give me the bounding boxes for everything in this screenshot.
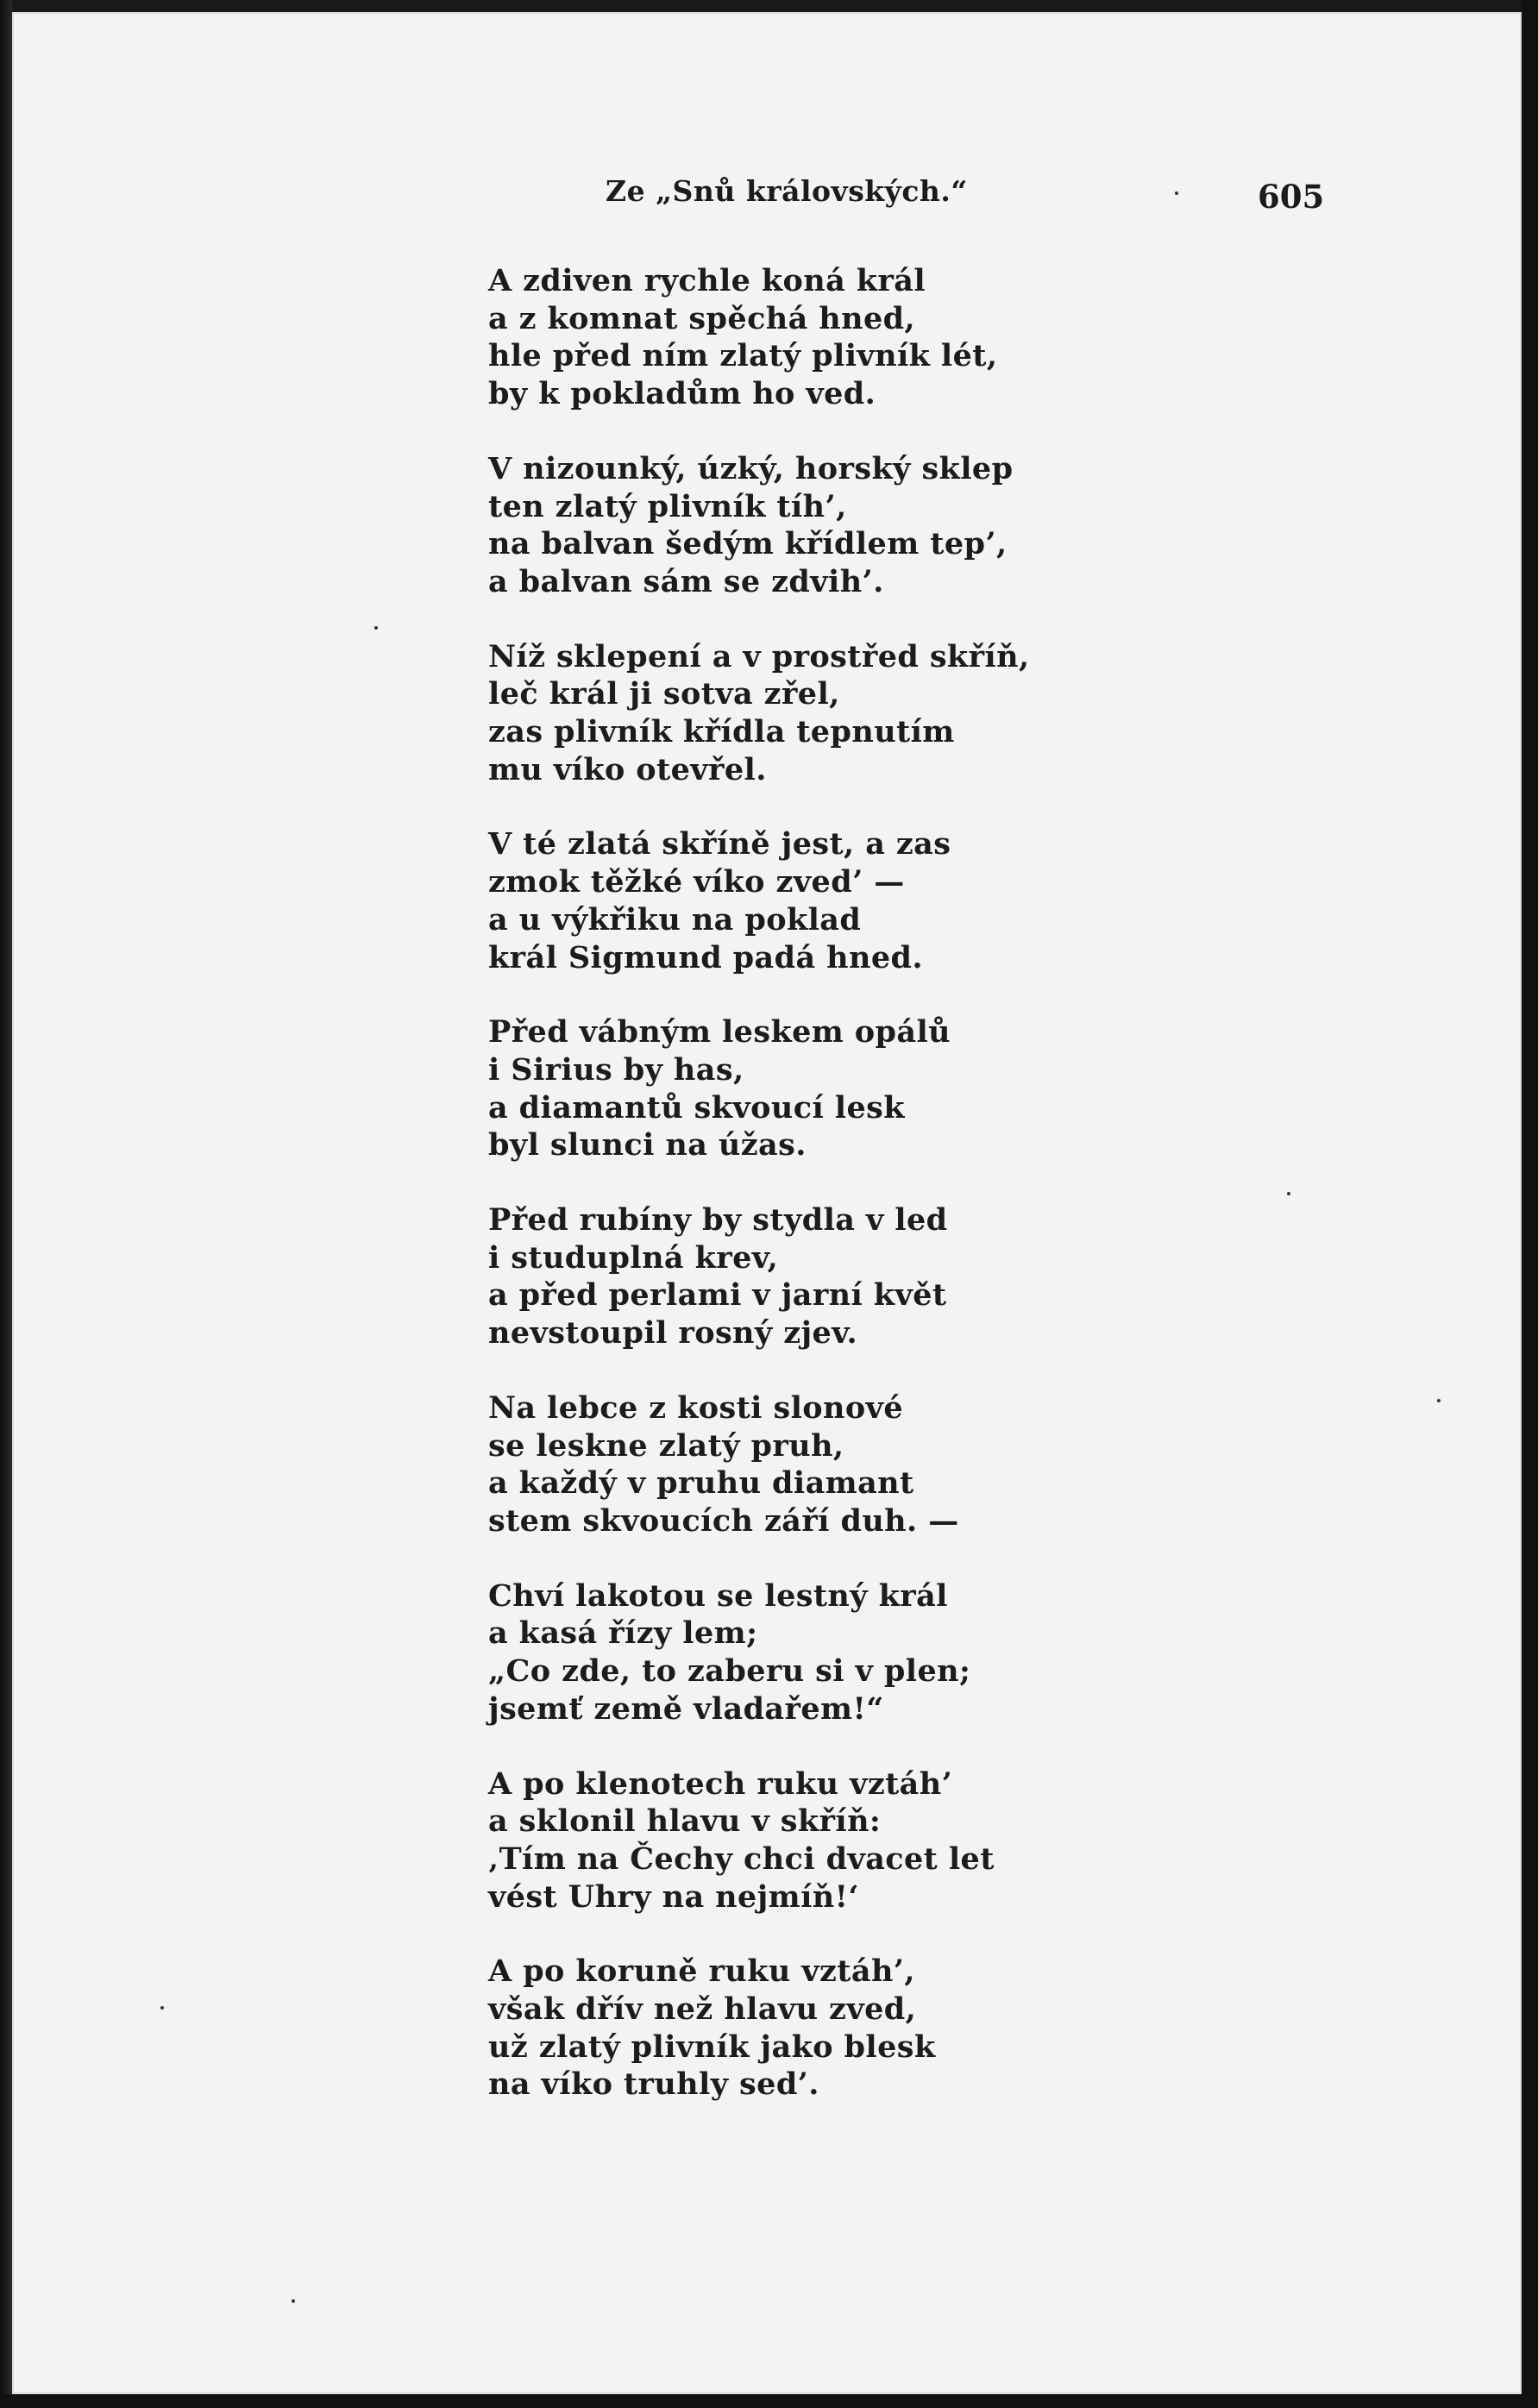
poem-line: Chví lakotou se lestný král: [488, 1577, 948, 1614]
stanza: [488, 1765, 1351, 1916]
poem-line: už zlatý plivník jako blesk: [488, 2029, 936, 2065]
stanza: [488, 1953, 1351, 2104]
poem-line: jsemť země vladařem!“: [488, 1690, 884, 1727]
stanza: [488, 1201, 1351, 1352]
poem-line: leč král ji sotva zřel,: [488, 676, 840, 712]
poem-line: vést Uhry na nejmíň!‘: [488, 1878, 860, 1915]
scan-speck: [1175, 191, 1178, 195]
poem-line: a sklonil hlavu v skříň:: [488, 1803, 882, 1840]
poem-line: stem skvoucích září duh. —: [488, 1502, 959, 1539]
scan-bottom-edge: [0, 2394, 1538, 2408]
scan-speck: [160, 2006, 164, 2010]
poem-line: by k pokladům ho ved.: [488, 376, 876, 412]
poem-line: Před rubíny by stydla v led: [488, 1202, 948, 1238]
poem-line: byl slunci na úžas.: [488, 1127, 807, 1163]
book-page: [12, 12, 1522, 2394]
poem-line: však dřív než hlavu zved,: [488, 1991, 917, 2028]
poem-line: ten zlatý plivník tíh’,: [488, 488, 847, 524]
stanza: [488, 638, 1351, 789]
stanza: [488, 1389, 1351, 1540]
scan-speck: [1287, 1192, 1290, 1195]
scan-right-edge: [1522, 0, 1538, 2408]
stanza: [488, 1013, 1351, 1164]
stanza: [488, 450, 1351, 601]
poem-line: hle před ním zlatý plivník lét,: [488, 338, 998, 374]
poem-line: a z komnat spěchá hned,: [488, 300, 916, 336]
scan-speck: [1437, 1399, 1441, 1402]
running-title: Ze „Snů královských.“: [606, 174, 968, 208]
poem-line: král Sigmund padá hned.: [488, 939, 923, 975]
poem-line: zas plivník křídla tepnutím: [488, 714, 955, 750]
poem-line: a kasá řízy lem;: [488, 1615, 758, 1652]
poem-line: Na lebce z kosti slonové: [488, 1389, 904, 1426]
poem-line: a u výkřiku na poklad: [488, 901, 862, 937]
stanza: [488, 1577, 1351, 1728]
poem-line: a každý v pruhu diamant: [488, 1465, 914, 1502]
poem-line: se leskne zlatý pruh,: [488, 1427, 844, 1464]
poem-line: A po klenotech ruku vztáh’: [488, 1765, 953, 1802]
poem-line: V nizounký, úzký, horský sklep: [488, 450, 1014, 486]
poem-line: A po koruně ruku vztáh’,: [488, 1953, 915, 1990]
poem-line: a balvan sám se zdvih’.: [488, 563, 884, 599]
poem-line: V té zlatá skříně jest, a zas: [488, 826, 951, 862]
stanza: [488, 825, 1351, 976]
scan-speck: [374, 626, 378, 630]
scan-left-edge: [0, 0, 12, 2408]
poem-line: Před vábným leskem opálů: [488, 1014, 951, 1050]
poem-line: a před perlami v jarní květ: [488, 1277, 947, 1314]
poem-line: na balvan šedým křídlem tep’,: [488, 526, 1008, 562]
poem-line: ‚Tím na Čechy chci dvacet let: [488, 1840, 995, 1877]
stanza: [488, 262, 1351, 413]
poem-line: „Co zde, to zaberu si v plen;: [488, 1653, 971, 1690]
scan-speck: [292, 2299, 295, 2303]
poem-line: na víko truhly sed’.: [488, 2066, 819, 2103]
poem-line: zmok těžké víko zved’ —: [488, 864, 905, 900]
poem-body: [488, 262, 1351, 2141]
poem-line: Níž sklepení a v prostřed skříň,: [488, 638, 1030, 674]
page-number: 605: [1258, 178, 1325, 216]
poem-line: nevstoupil rosný zjev.: [488, 1315, 858, 1351]
page-header: [12, 174, 1522, 226]
poem-line: mu víko otevřel.: [488, 751, 767, 787]
poem-line: A zdiven rychle koná král: [488, 263, 926, 298]
poem-line: i Sirius by has,: [488, 1051, 744, 1088]
poem-line: a diamantů skvoucí lesk: [488, 1089, 905, 1126]
poem-line: i studuplná krev,: [488, 1239, 779, 1276]
